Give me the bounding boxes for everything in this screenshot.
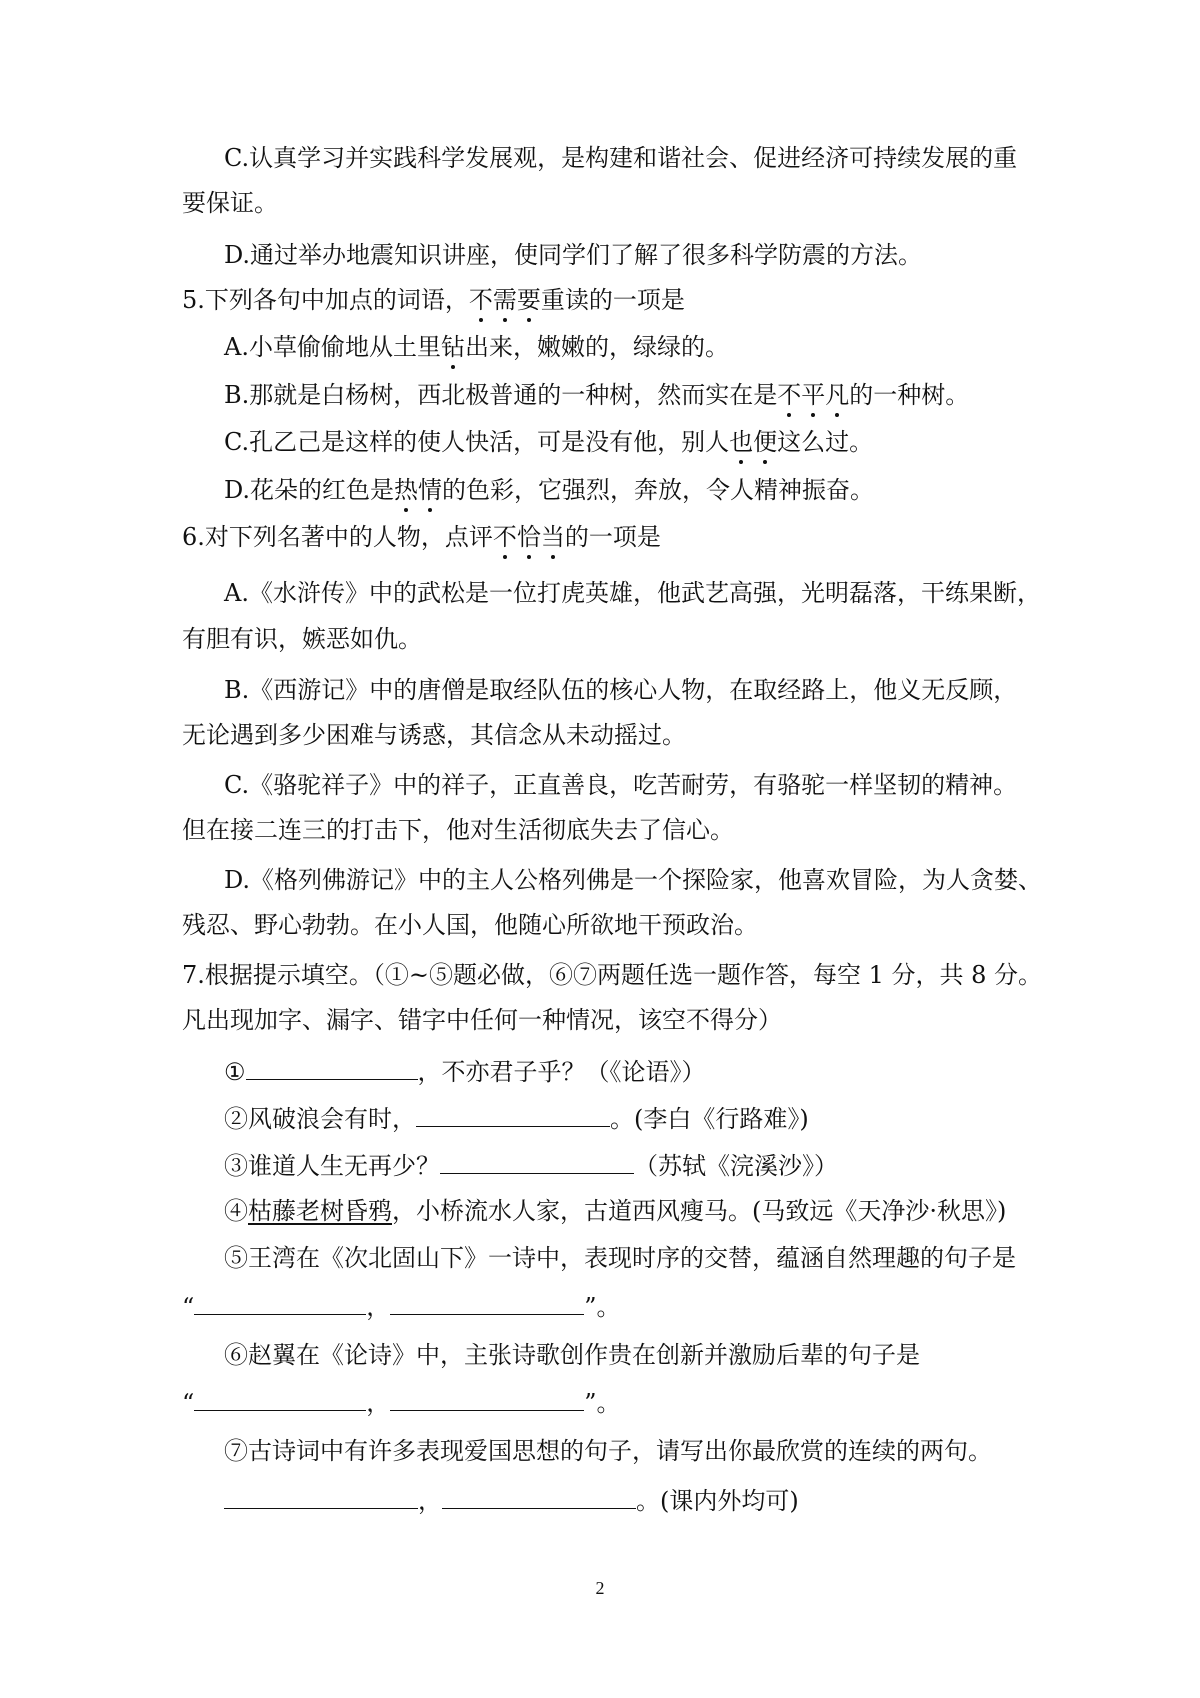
q7-item-3-pre: ③谁道人生无再少？ <box>224 1152 440 1180</box>
q5-option-d-post: 的色彩，它强烈，奔放，令人精神振奋。 <box>442 476 875 504</box>
q6-option-b-line2: 无论遇到多少困难与诱惑，其信念从未动摇过。 <box>182 721 686 749</box>
q7-item-2-post: 。(李白《行路难》) <box>610 1105 809 1133</box>
q7-stem-line2: 凡出现加字、漏字、错字中任何一种情况，该空不得分） <box>182 1006 782 1034</box>
q5-option-a-pre: A.小草偷偷地从土里 <box>224 333 441 361</box>
q5-option-c-post: 这么过。 <box>777 428 874 456</box>
q4-option-c-line1: C.认真学习并实践科学发展观，是构建和谐社会、促进经济可持续发展的重 <box>224 144 1018 172</box>
q5-option-c-dotted-char: 也 <box>729 428 754 456</box>
q5-option-a <box>224 332 729 362</box>
q6-option-c-line2: 但在接二连三的打击下，他对生活彻底失去了信心。 <box>182 816 734 844</box>
q5-option-b-dotted-char: 凡 <box>825 381 850 409</box>
q7-stem-line1: 7.根据提示填空。（①~⑤题必做，⑥⑦两题任选一题作答，每空 1 分，共 8 分。 <box>182 961 1043 989</box>
q6-option-d-line2: 残忍、野心勃勃。在小人国，他随心所欲地干预政治。 <box>182 911 758 939</box>
q5-option-b-pre: B.那就是白杨树，西北极普通的一种树，然而实在是 <box>224 381 778 409</box>
answer-blank[interactable] <box>194 1386 366 1411</box>
q7-item-7-line1: ⑦古诗词中有许多表现爱国思想的句子，请写出你最欣赏的连续的两句。 <box>224 1437 992 1465</box>
q5-option-d-dotted-char: 热 <box>394 476 419 504</box>
q6-stem-pre: 6.对下列名著中的人物，点评 <box>182 523 493 551</box>
q7-item-4-post: ，小桥流水人家，古道西风瘦马。(马致远《天净沙·秋思》) <box>392 1197 1007 1225</box>
q5-option-c <box>224 427 873 457</box>
q7-item-2-pre: ②风破浪会有时， <box>224 1105 416 1133</box>
q5-stem-dotted-char: 需 <box>492 286 517 314</box>
open-quote: “ <box>182 1389 195 1417</box>
answer-blank[interactable] <box>440 1149 634 1174</box>
answer-blank[interactable] <box>224 1484 418 1509</box>
q6-option-a-line1: A.《水浒传》中的武松是一位打虎英雄，他武艺高强，光明磊落，干练果断， <box>224 579 1041 607</box>
comma: ， <box>366 1293 391 1321</box>
q7-item-4-underlined: 枯藤老树昏鸦 <box>248 1197 392 1225</box>
q5-option-d-pre: D.花朵的红色是 <box>224 476 395 504</box>
q7-item-1-number: ① <box>224 1058 246 1086</box>
open-quote: “ <box>182 1293 195 1321</box>
q5-option-b-dotted-char: 平 <box>801 381 826 409</box>
q5-option-d <box>224 475 874 505</box>
q5-stem-dotted-char: 要 <box>516 286 541 314</box>
answer-blank[interactable] <box>416 1102 610 1127</box>
q6-option-a-line2: 有胆有识，嫉恶如仇。 <box>182 625 422 653</box>
q7-item-6-line1: ⑥赵翼在《论诗》中，主张诗歌创作贵在创新并激励后辈的句子是 <box>224 1341 920 1369</box>
close-quote: ”。 <box>584 1293 621 1321</box>
q7-item-4 <box>224 1196 1006 1226</box>
q6-option-b-line1: B.《西游记》中的唐僧是取经队伍的核心人物，在取经路上，他义无反顾， <box>224 676 1018 704</box>
answer-blank[interactable] <box>442 1484 636 1509</box>
close-quote: ”。 <box>584 1389 621 1417</box>
q6-stem-post: 的一项是 <box>564 523 661 551</box>
q6-option-c-line1: C.《骆驼祥子》中的祥子，正直善良，吃苦耐劳，有骆驼一样坚韧的精神。 <box>224 771 1018 799</box>
q5-option-d-dotted-char: 情 <box>418 476 443 504</box>
q7-item-6-line2 <box>182 1386 621 1416</box>
q5-option-b-post: 的一种树。 <box>849 381 970 409</box>
q5-option-b <box>224 380 969 410</box>
q7-item-5-line2 <box>182 1290 621 1320</box>
q7-item-7-line2 <box>224 1484 799 1514</box>
q5-option-c-dotted-char: 便 <box>753 428 778 456</box>
q6-stem-dotted-char: 恰 <box>516 523 541 551</box>
q7-item-3 <box>224 1149 838 1179</box>
q6-option-d-line1: D.《格列佛游记》中的主人公格列佛是一个探险家，他喜欢冒险，为人贪婪、 <box>224 866 1043 894</box>
q7-item-3-post: （苏轼《浣溪沙》） <box>634 1152 838 1180</box>
q5-option-b-dotted-char: 不 <box>777 381 802 409</box>
q7-item-7-post: 。(课内外均可) <box>636 1487 799 1515</box>
q4-option-c-line2: 要保证。 <box>182 189 278 217</box>
q6-stem <box>182 522 661 552</box>
comma: ， <box>366 1389 391 1417</box>
q5-stem <box>182 285 685 315</box>
comma: ， <box>418 1487 442 1515</box>
q6-stem-dotted-char: 当 <box>540 523 565 551</box>
q5-stem-dotted-char: 不 <box>468 286 493 314</box>
q6-stem-dotted-char: 不 <box>492 523 517 551</box>
q4-option-d: D.通过举办地震知识讲座，使同学们了解了很多科学防震的方法。 <box>224 241 923 269</box>
q5-option-a-post: 出来，嫩嫩的，绿绿的。 <box>464 333 729 361</box>
q7-item-1-text: ，不亦君子乎？（《论语》） <box>417 1058 706 1086</box>
q7-item-1 <box>224 1055 706 1085</box>
q5-option-a-dotted-char: 钻 <box>440 333 465 361</box>
q7-item-5-line1: ⑤王湾在《次北固山下》一诗中，表现时序的交替，蕴涵自然理趣的句子是 <box>224 1244 1016 1272</box>
page-number: 2 <box>595 1578 605 1598</box>
answer-blank[interactable] <box>246 1055 418 1080</box>
q5-option-c-pre: C.孔乙己是这样的使人快活，可是没有他，别人 <box>224 428 730 456</box>
answer-blank[interactable] <box>194 1290 366 1315</box>
q7-item-4-number: ④ <box>224 1197 248 1225</box>
answer-blank[interactable] <box>390 1386 584 1411</box>
q7-item-2 <box>224 1102 809 1132</box>
q5-stem-post: 重读的一项是 <box>540 286 685 314</box>
q5-stem-pre: 5.下列各句中加点的词语， <box>182 286 469 314</box>
answer-blank[interactable] <box>390 1290 584 1315</box>
